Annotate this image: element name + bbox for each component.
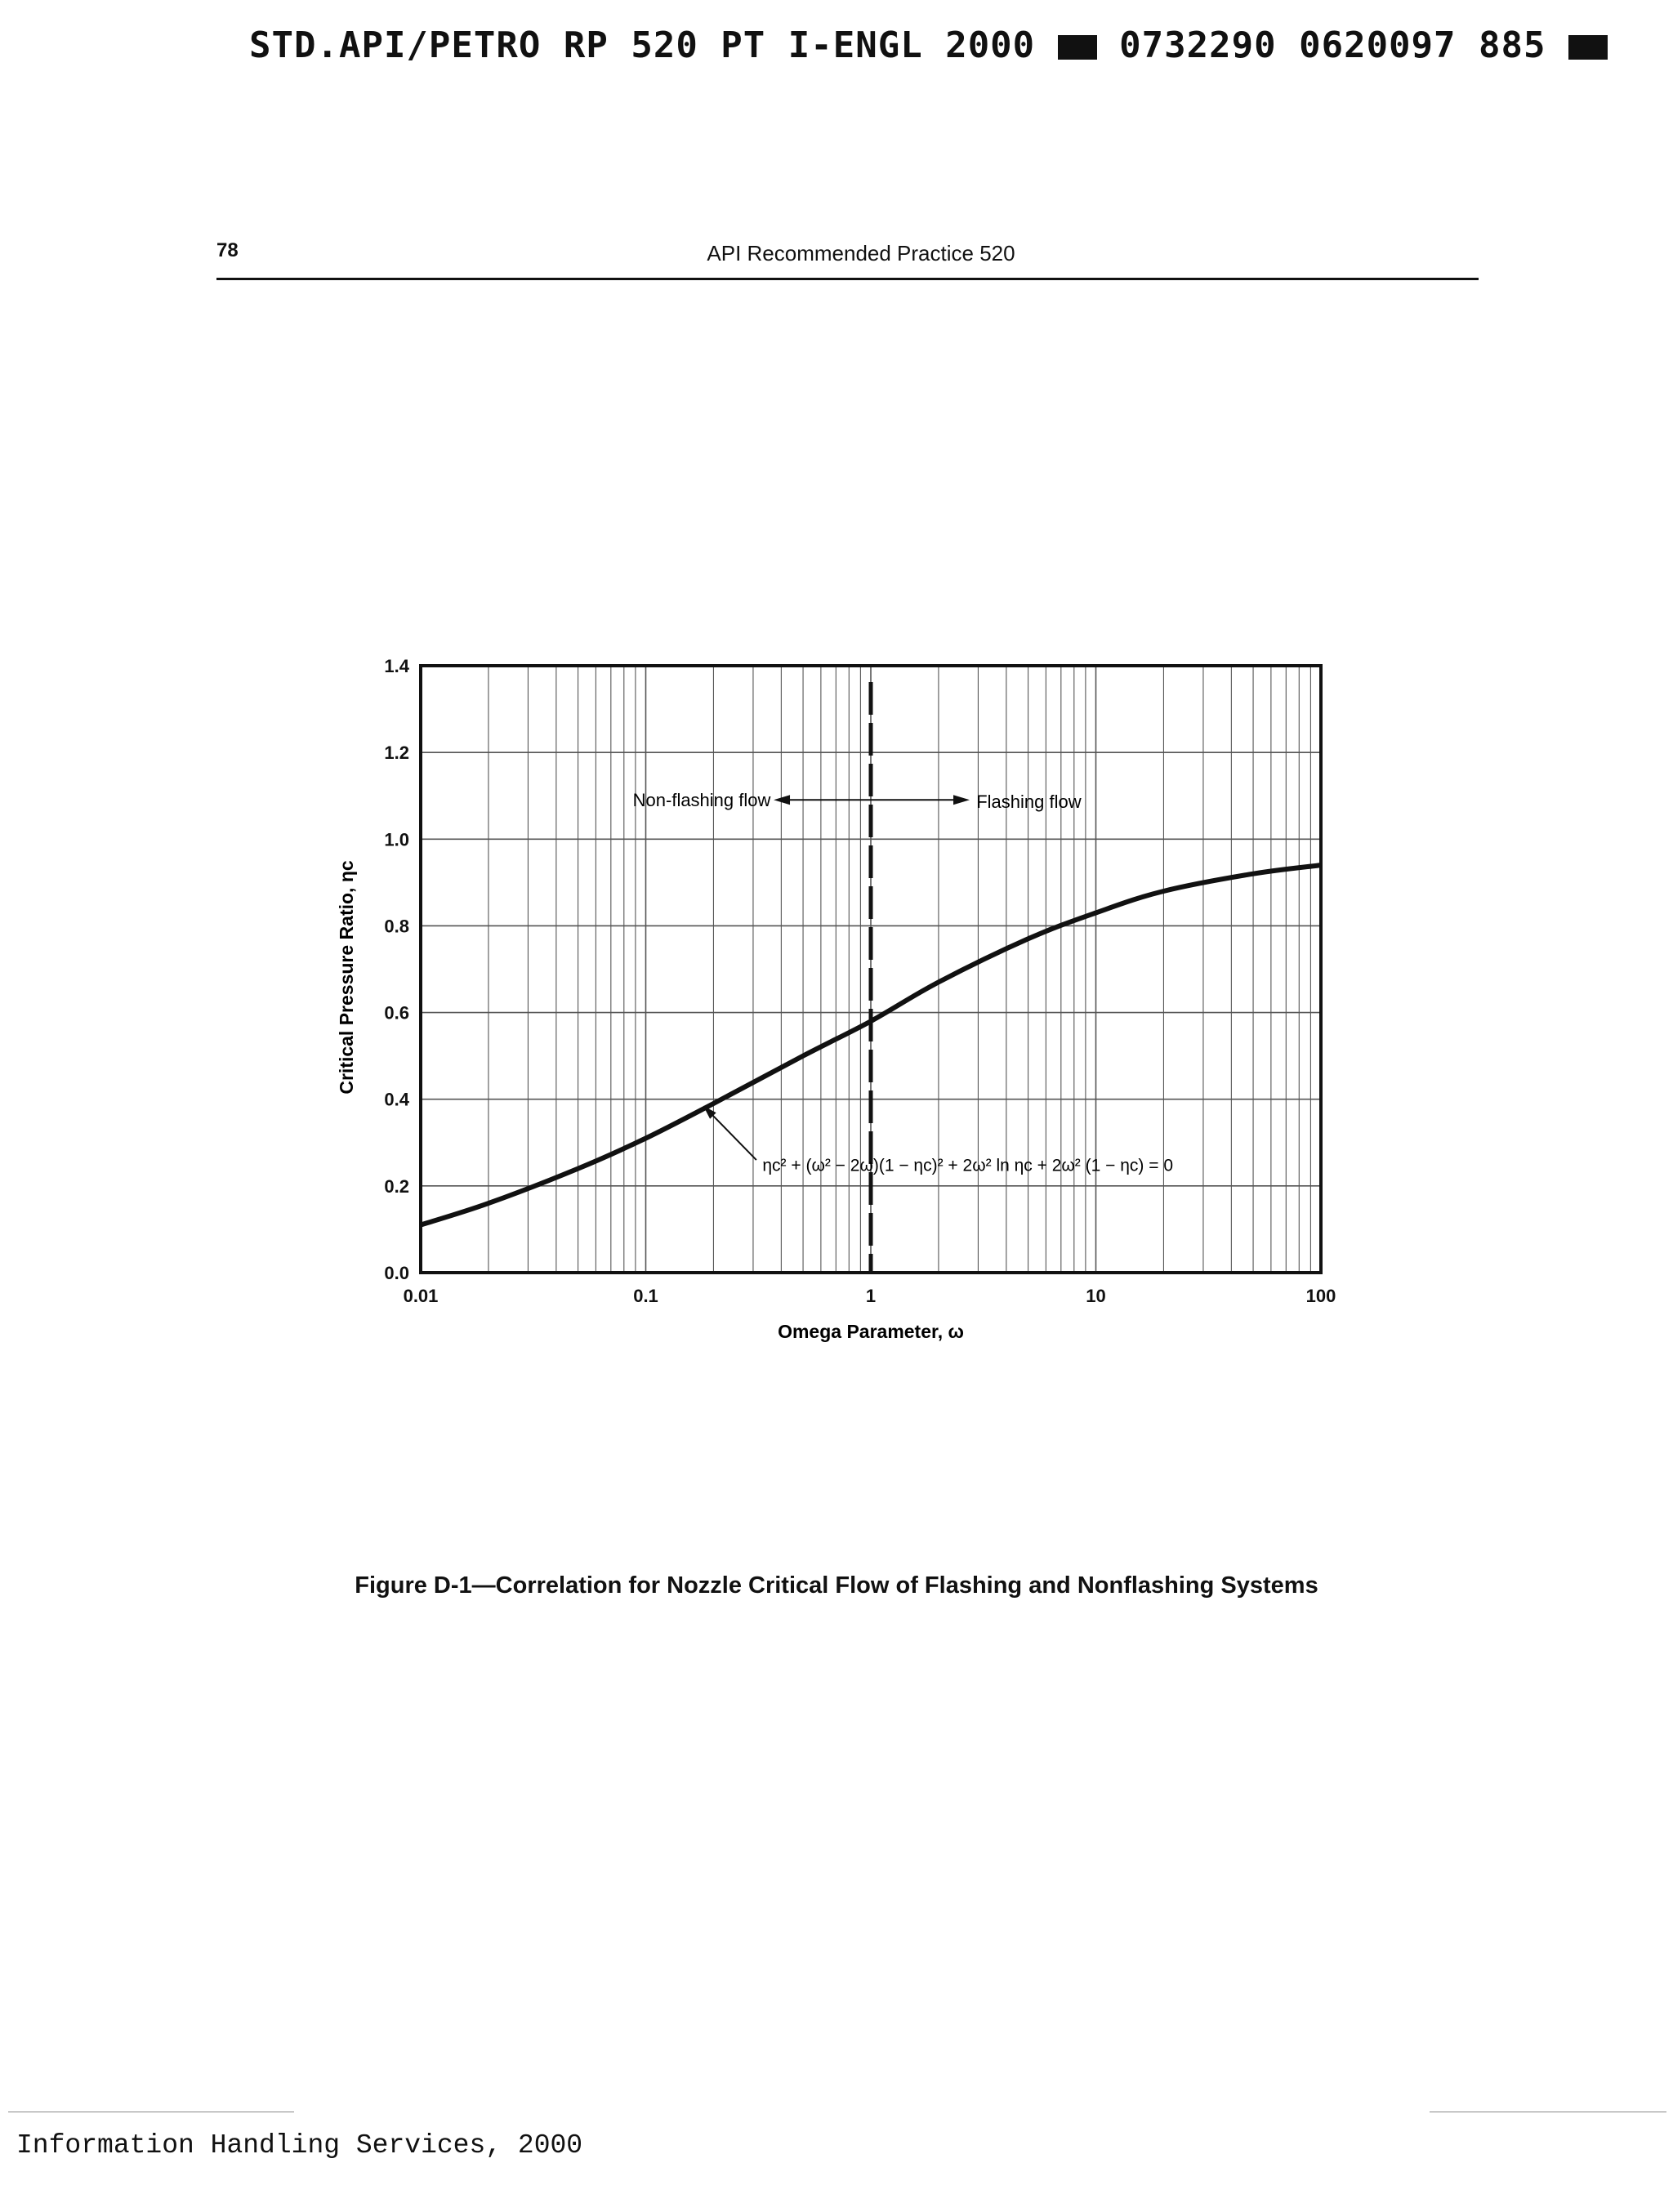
x-tick-label: 100	[1305, 1286, 1336, 1306]
flow-arrow-right-head	[953, 795, 970, 805]
y-tick-label: 0.4	[384, 1089, 409, 1110]
y-tick-label: 0.2	[384, 1175, 409, 1197]
figure-caption: Figure D-1—Correlation for Nozzle Critical Flow of Flashing and Nonflashing Systems	[355, 1572, 1318, 1599]
y-tick-label: 0.6	[384, 1002, 409, 1023]
running-head-text: API Recommended Practice 520	[707, 241, 1015, 265]
x-tick-label: 0.01	[403, 1286, 439, 1306]
stamp-line: STD.API/PETRO RP 520 PT I-ENGL 2000	[249, 25, 1036, 66]
y-tick-label: 0.0	[384, 1263, 409, 1283]
y-tick-label: 1.0	[384, 829, 409, 850]
equation-leader-line	[708, 1111, 756, 1160]
footer-credit: Information Handling Services, 2000	[16, 2130, 583, 2161]
stamp-codes: 0732290 0620097 885	[1119, 25, 1546, 66]
flashing-label: Flashing flow	[976, 792, 1082, 813]
x-tick-label: 10	[1086, 1286, 1106, 1306]
y-tick-label: 0.8	[384, 916, 409, 937]
y-tick-label: 1.4	[384, 656, 409, 676]
non-flashing-label: Non-flashing flow	[632, 790, 771, 811]
x-axis-label: Omega Parameter, ω	[778, 1321, 964, 1342]
page-number: 78	[216, 239, 239, 261]
x-tick-label: 1	[865, 1286, 877, 1306]
y-tick-label: 1.2	[384, 743, 409, 764]
x-tick-label: 0.1	[633, 1286, 658, 1306]
equation-label: ηc² + (ω² − 2ω)(1 − ηc)² + 2ω² ln ηc + 2ω² (1 − ηc) = 0	[762, 1156, 1174, 1175]
y-axis-label: Critical Pressure Ratio, ηc	[336, 860, 357, 1095]
flow-arrow-left-head	[774, 795, 790, 805]
